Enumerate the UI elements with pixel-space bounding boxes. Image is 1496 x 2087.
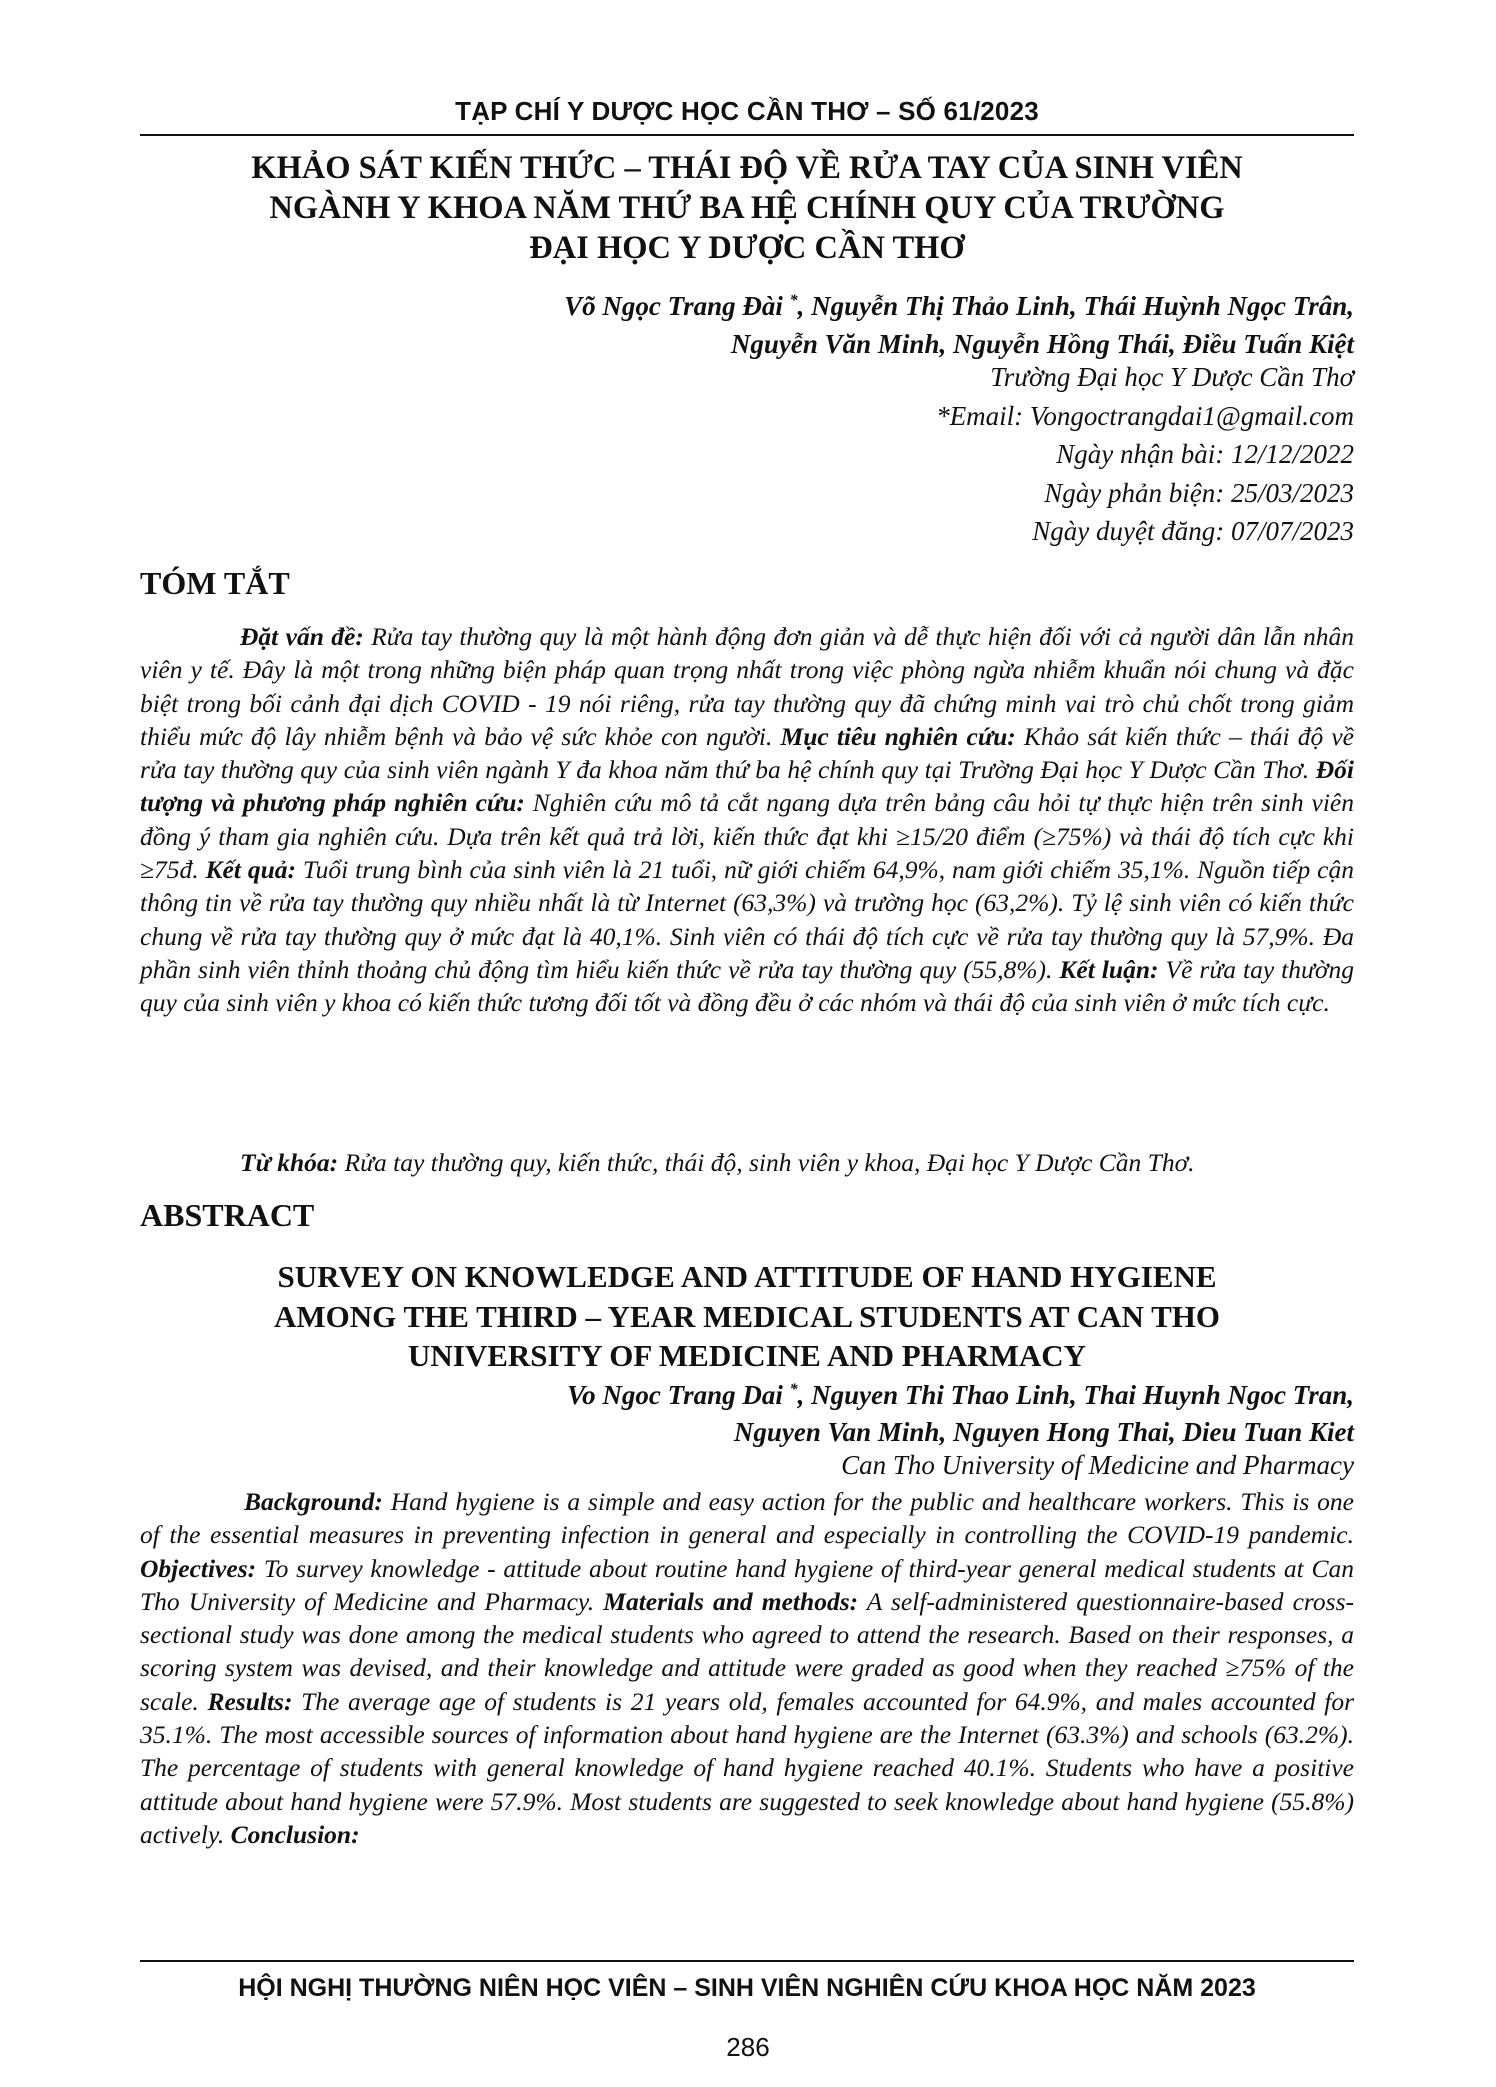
corresponding-author-en: Vo Ngoc Trang Dai	[567, 1380, 783, 1410]
reviewed-date: Ngày phản biện: 25/03/2023	[1044, 477, 1354, 508]
conference-footer: HỘI NGHỊ THƯỜNG NIÊN HỌC VIÊN – SINH VIÊN NGHIÊN CỨU KHOA HỌC NĂM 2023	[238, 1974, 1256, 2002]
corresponding-mark: *	[789, 292, 798, 309]
label-results-vn: Kết quả:	[205, 855, 296, 885]
received-date: Ngày nhận bài: 12/12/2022	[1056, 439, 1354, 469]
authors-en	[204, 1371, 1354, 1451]
label-background-en: Background:	[244, 1487, 383, 1516]
authors-vn	[204, 282, 1354, 363]
affiliation: Trường Đại học Y Dược Cần Thơ	[990, 362, 1354, 392]
journal-header: TẠP CHÍ Y DƯỢC HỌC CẦN THƠ – SỐ 61/2023	[455, 96, 1039, 126]
label-objectives-en: Objectives:	[140, 1553, 257, 1583]
authors-en-line1	[204, 1371, 1354, 1414]
title-en-line: SURVEY ON KNOWLEDGE AND ATTITUDE OF HAND HYGIENE	[277, 1259, 1217, 1294]
header-rule	[140, 134, 1354, 136]
authors-vn-line1	[204, 282, 1354, 325]
label-methods-vn: Đối tượng và phương pháp nghiên cứu:	[140, 755, 1354, 818]
title-vn-line: KHẢO SÁT KIẾN THỨC – THÁI ĐỘ VỀ RỬA TAY CỦA SINH VIÊN	[251, 150, 1243, 186]
label-conclusion-vn: Kết luận:	[1059, 954, 1159, 984]
label-background-vn: Đặt vấn đề:	[240, 622, 364, 651]
corresponding-mark-en: *	[789, 1381, 798, 1398]
title-en-line: AMONG THE THIRD – YEAR MEDICAL STUDENTS AT CAN THO	[274, 1298, 1220, 1334]
abstract-heading: ABSTRACT	[140, 1197, 315, 1233]
authors-vn-line2: Nguyễn Văn Minh, Nguyễn Hồng Thái, Điều Tuấn Kiệt	[730, 329, 1354, 359]
text-results-en: The average age of students is 21 years old, females accounted for 64.9%, and males accounted for 35.1%. The most accessible sources of information about hand hygiene are the Internet (63.3%) and schools (63.2%). The percentage of students with general knowledge of hand hygiene reached 40.1%. Students who have a positive attitude about hand hygiene were 57.9%. Most students are suggested to seek knowledge about hand hygiene (55.8%) actively.	[140, 1686, 1354, 1849]
keywords-text: Rửa tay thường quy, kiến thức, thái độ, sinh viên y khoa, Đại học Y Dược Cần Thơ.	[338, 1148, 1195, 1177]
affiliation-en: Can Tho University of Medicine and Pharmacy	[841, 1450, 1354, 1480]
footer-rule	[140, 1960, 1354, 1962]
title-vn-line: ĐẠI HỌC Y DƯỢC CẦN THƠ	[529, 230, 965, 266]
text-methods-vn: Nghiên cứu mô tả cắt ngang dựa trên bảng câu hỏi tự thực hiện trên sinh viên đồng ý tham gia nghiên cứu. Dựa trên kết quả trả lời, kiến thức đạt khi ≥15/20 điểm (≥75%) và thái độ tích cực khi ≥75đ.	[140, 788, 1354, 885]
article-title-en	[140, 1257, 1354, 1376]
corresponding-author: Võ Ngọc Trang Đài	[564, 291, 783, 321]
title-en-line: UNIVERSITY OF MEDICINE AND PHARMACY	[407, 1338, 1086, 1373]
email: *Email: Vongoctrangdai1@gmail.com	[936, 400, 1354, 431]
text-results-vn: Tuổi trung bình của sinh viên là 21 tuổi, nữ giới chiếm 64,9%, nam giới chiếm 35,1%. Nguồn tiếp cận thông tin về rửa tay thường quy nhiều nhất là từ Internet (63,3%) và trường học (63,2%). Tỷ lệ sinh viên có kiến thức chung về rửa tay thường quy ở mức đạt là 40,1%. Sinh viên có thái độ tích cực về rửa tay thường quy là 57,9%. Đa phần sinh viên thỉnh thoảng chủ động tìm hiểu kiến thức về rửa tay thường quy (55,8%).	[140, 855, 1354, 984]
title-vn-line: NGÀNH Y KHOA NĂM THỨ BA HỆ CHÍNH QUY CỦA TRƯỜNG	[269, 190, 1225, 226]
text-conclusion-vn: Về rửa tay thường quy của sinh viên y khoa có kiến thức tương đối tốt và đồng đều ở các nhóm và thái độ của sinh viên ở mức tích cực.	[140, 954, 1354, 1018]
page-number: 286	[726, 2032, 770, 2062]
authors-en-line2: Nguyen Van Minh, Nguyen Hong Thai, Dieu Tuan Kiet	[733, 1417, 1354, 1447]
summary-vn-paragraph	[140, 620, 1354, 1020]
summary-heading: TÓM TẮT	[140, 565, 290, 601]
accepted-date: Ngày duyệt đăng: 07/07/2023	[1032, 516, 1354, 546]
co-authors: , Nguyễn Thị Thảo Linh, Thái Huỳnh Ngọc Trân,	[797, 291, 1354, 321]
label-conclusion-en: Conclusion:	[230, 1819, 360, 1849]
label-keywords: Từ khóa:	[240, 1148, 339, 1177]
text-background-vn: Rửa tay thường quy là một hành động đơn giản và dễ thực hiện đối với cả người dân lẫn nhân viên y tế. Đây là một trong những biện pháp quan trọng nhất trong việc phòng ngừa nhiễm khuẩn nói chung và đặc biệt trong bối cảnh đại dịch COVID - 19 nói riêng, rửa tay thường quy đã chứng minh vai trò chủ chốt trong giảm thiểu mức độ lây nhiễm bệnh và bảo vệ sức khỏe con người.	[140, 622, 1354, 751]
keywords-vn	[240, 1146, 1354, 1179]
text-objectives-vn: Khảo sát kiến thức – thái độ về rửa tay thường quy của sinh viên ngành Y đa khoa năm thứ ba hệ chính quy tại Trường Đại học Y Dược Cần Thơ.	[140, 721, 1354, 785]
text-objectives-en: To survey knowledge - attitude about routine hand hygiene of third-year general medical students at Can Tho University of Medicine and Pharmacy.	[140, 1553, 1354, 1616]
label-results-en: Results:	[207, 1686, 293, 1716]
abstract-en-paragraph	[140, 1485, 1354, 1851]
article-title-vn	[140, 148, 1354, 268]
label-methods-en: Materials and methods:	[603, 1586, 859, 1616]
text-methods-en: A self-administered questionnaire-based cross-sectional study was done among the medical students who agreed to attend the research. Based on their responses, a scoring system was devised, and their knowledge and attitude were graded as good when they reached ≥75% of the scale.	[140, 1586, 1354, 1716]
label-objectives-vn: Mục tiêu nghiên cứu:	[780, 721, 1016, 751]
article-meta	[454, 358, 1354, 551]
co-authors-en: , Nguyen Thi Thao Linh, Thai Huynh Ngoc Tran,	[797, 1380, 1354, 1410]
text-background-en: Hand hygiene is a simple and easy action for the public and healthcare workers. This is one of the essential measures in preventing infection in general and especially in controlling the COVID-19 pandemic.	[140, 1487, 1354, 1550]
